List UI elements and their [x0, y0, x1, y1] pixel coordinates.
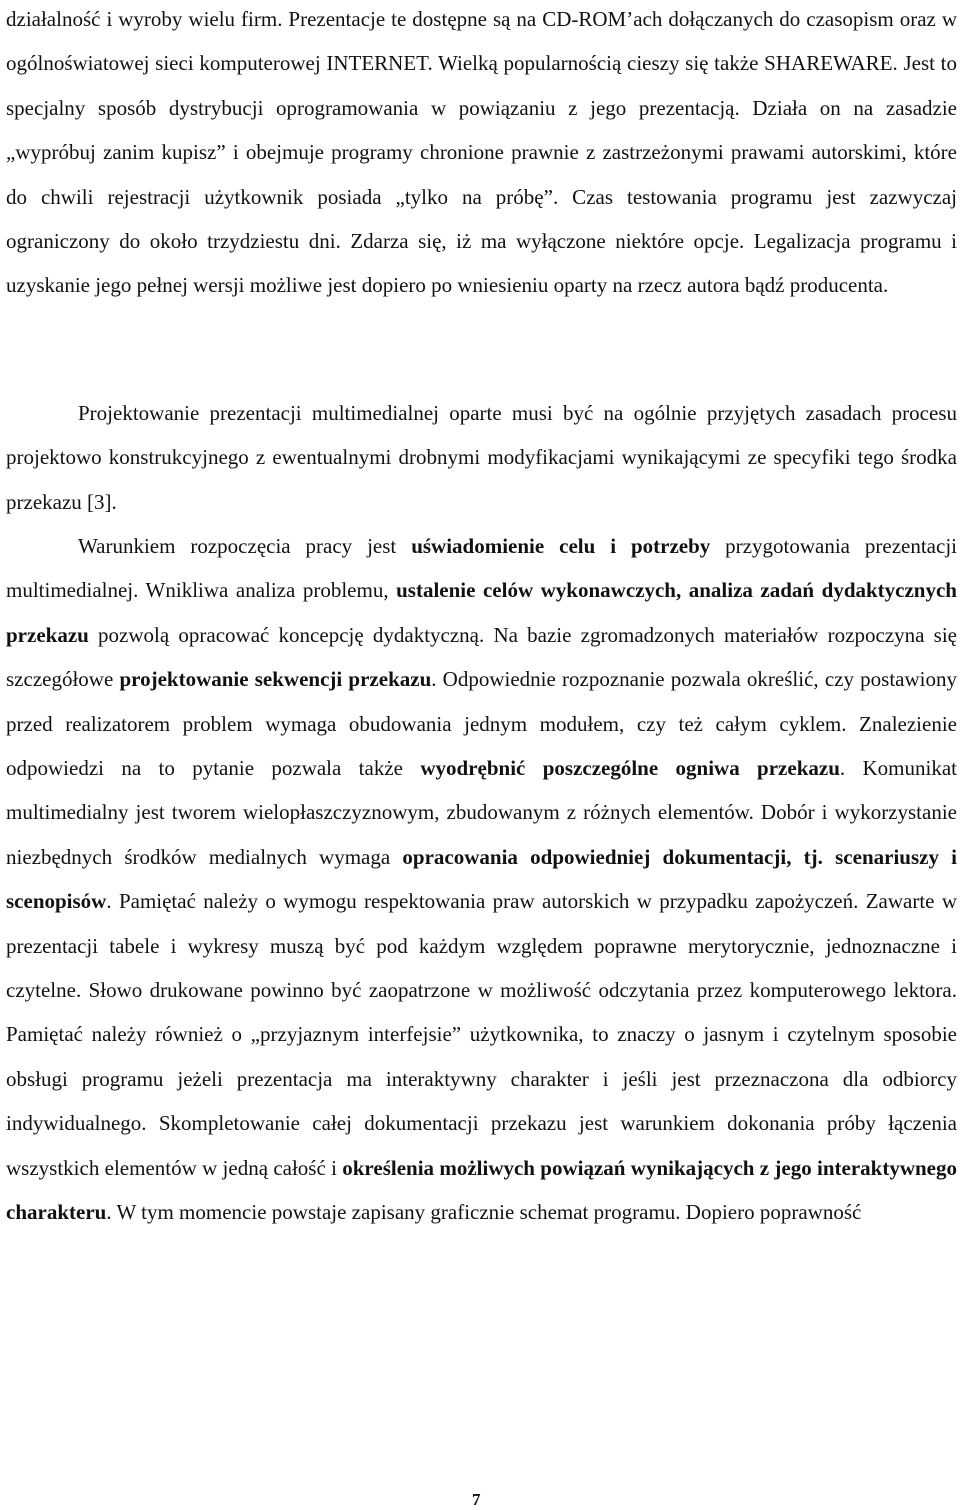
bold-phrase: określenia możliwych powiązań wynikających z jego interaktywnego charakteru: [6, 1155, 957, 1225]
bold-phrase: uświadomienie celu i potrzeby: [411, 534, 711, 558]
page-number: 7: [472, 1490, 481, 1509]
paragraph-2: [6, 391, 957, 524]
paragraph-1: [6, 0, 957, 308]
text-segment: pozwolą opracować koncepcję dydaktyczną. Na bazie zgromadzonych materiałów rozpoczyna się szczegółowe: [6, 622, 957, 692]
paragraph-text: [6, 0, 957, 308]
text-segment: Warunkiem rozpoczęcia pracy jest: [78, 534, 412, 558]
text-segment: . Pamiętać należy o wymogu respektowania praw autorskich w przypadku zapożyczeń. Zawarte w prezentacji tabele i wykresy muszą być pod każdym względem poprawne merytorycznie, jednoznaczne i czytelne. Słowo drukowane powinno być zaopatrzone w możliwość odczytania przez komputerowego lektora. Pamiętać należy również o „przyjaznym interfejsie” użytkownika, to znaczy o jasnym i czytelnym sposobie obsługi programu jeżeli prezentacja ma interaktywny charakter i jeśli jest przeznaczona dla odbiorcy indywidualnego. Skompletowanie całej dokumentacji przekazu jest warunkiem dokonania próby łączenia wszystkich elementów w jedną całość i: [6, 889, 957, 1180]
bold-phrase: ustalenie celów wykonawczych, analiza zadań dydaktycznych przekazu: [6, 578, 957, 647]
paragraph-text: [6, 391, 957, 524]
text-segment: . Komunikat multimedialny jest tworem wielopłaszczyznowym, zbudowanym z różnych elementów. Dobór i wykorzystanie niezbędnych środków medialnych wymaga: [6, 756, 957, 869]
paragraph-3: [6, 524, 957, 1235]
bold-phrase: wyodrębnić poszczególne ogniwa przekazu: [420, 756, 840, 781]
text-segment: przygotowania prezentacji multimedialnej. Wnikliwa analiza problemu,: [6, 534, 957, 603]
paragraph-text: [6, 524, 957, 1235]
text-segment: Projektowanie prezentacji multimedialnej oparte musi być na ogólnie przyjętych zasadach procesu projektowo konstrukcyjnego z ewentualnymi drobnymi modyfikacjami wynikającymi ze specyfiki tego środka przekazu [3].: [6, 401, 957, 514]
text-segment: . W tym momencie powstaje zapisany graficznie schemat programu. Dopiero poprawność: [106, 1200, 862, 1225]
text-segment: działalność i wyroby wielu firm. Prezentacje te dostępne są na CD-ROM’ach dołączanych do czasopism oraz w ogólnoświatowej sieci komputerowej INTERNET. Wielką popularnością cieszy się także SHAREWARE. Jest to specjalny sposób dystrybucji oprogramowania w powiązaniu z jego prezentacją. Działa on na zasadzie „wypróbuj zanim kupisz” i obejmuje programy chronione prawnie z zastrzeżonymi prawami autorskimi, które do chwili rejestracji użytkownik posiada „tylko na próbę”. Czas testowania programu jest zazwyczaj ograniczony do około trzydziestu dni. Zdarza się, iż ma wyłączone niektóre opcje. Legalizacja programu i uzyskanie jego pełnej wersji możliwe jest dopiero po wniesieniu oparty na rzecz autora bądź producenta.: [6, 7, 957, 298]
bold-phrase: projektowanie sekwencji przekazu: [119, 667, 432, 692]
bold-phrase: opracowania odpowiedniej dokumentacji, tj. scenariuszy i scenopisów: [6, 844, 957, 914]
text-segment: . Odpowiednie rozpoznanie pozwala określić, czy postawiony przed realizatorem problem wymaga obudowania jednym modułem, czy też całym cyklem. Znalezienie odpowiedzi na to pytanie pozwala także: [6, 667, 957, 781]
